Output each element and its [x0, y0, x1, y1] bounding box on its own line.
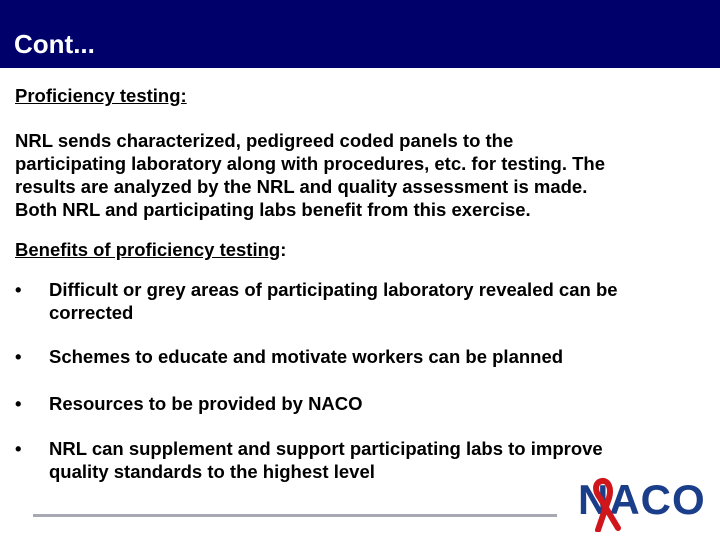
- list-item: [15, 392, 705, 415]
- slide-title: Cont...: [14, 29, 95, 59]
- slide-content: [15, 83, 705, 483]
- red-ribbon-icon: [578, 472, 638, 532]
- list-item-line: Resources to be provided by NACO: [49, 393, 363, 414]
- benefits-heading-colon: :: [280, 239, 287, 260]
- paragraph-line: results are analyzed by the NRL and quality assessment is made.: [15, 176, 588, 197]
- bullet-icon: •: [15, 438, 22, 459]
- bullet-icon: •: [15, 346, 22, 367]
- footer-divider: [33, 514, 557, 517]
- paragraph-line: NRL sends characterized, pedigreed coded panels to the: [15, 130, 514, 151]
- benefits-list: [15, 278, 705, 483]
- paragraph-line: participating laboratory along with procedures, etc. for testing. The: [15, 153, 606, 174]
- paragraph-line: Both NRL and participating labs benefit from this exercise.: [15, 199, 531, 220]
- bullet-icon: •: [15, 279, 22, 300]
- benefits-heading-text: Benefits of proficiency testing: [15, 239, 281, 260]
- title-bar: [0, 0, 720, 68]
- list-item-line: NRL can supplement and support participating labs to improve: [49, 438, 603, 459]
- proficiency-heading: Proficiency testing:: [15, 85, 187, 106]
- list-item: [15, 345, 705, 368]
- naco-logo: [578, 472, 704, 532]
- list-item-line: Difficult or grey areas of participating laboratory revealed can be: [49, 279, 618, 300]
- bullet-icon: •: [15, 393, 22, 414]
- benefits-heading: [15, 237, 705, 263]
- proficiency-paragraph: [15, 129, 705, 221]
- list-item-line: Schemes to educate and motivate workers can be planned: [49, 346, 564, 367]
- list-item: [15, 278, 705, 324]
- list-item-line: quality standards to the highest level: [49, 461, 375, 482]
- logo-text: NACO: [578, 476, 706, 523]
- list-item-line: corrected: [49, 302, 134, 323]
